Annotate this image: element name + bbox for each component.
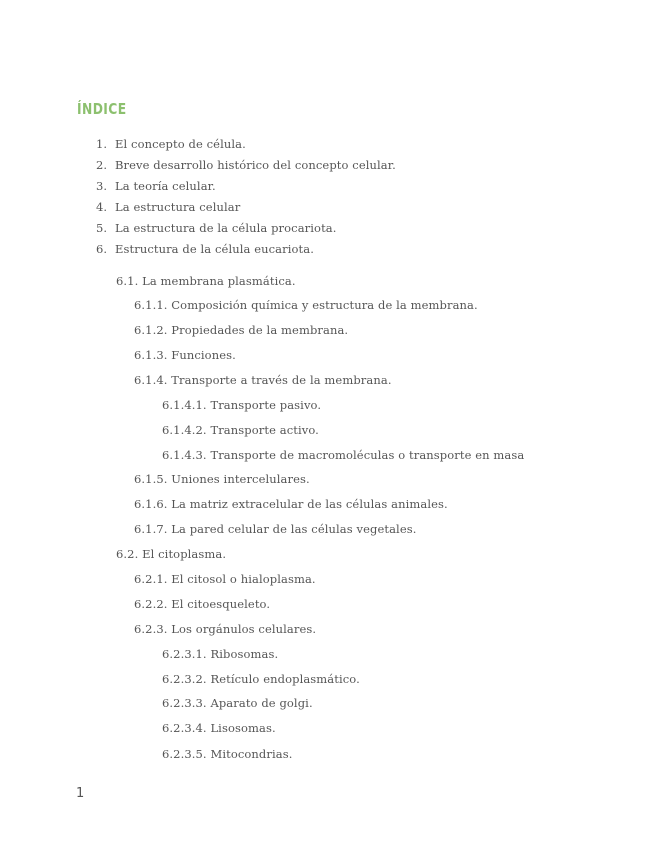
- toc-entry-text: Breve desarrollo histórico del concepto celular.: [115, 158, 396, 172]
- toc-entry-number: 6.: [96, 242, 108, 256]
- index-heading: ÍNDICE: [77, 100, 127, 118]
- toc-entry-number: 2.: [96, 158, 108, 172]
- toc-subentry[interactable]: 6.1.1. Composición química y estructura de la membrana.: [134, 298, 478, 312]
- toc-subentry[interactable]: 6.1.4.1. Transporte pasivo.: [162, 398, 322, 412]
- toc-subentry[interactable]: 6.1.7. La pared celular de las células vegetales.: [134, 522, 417, 536]
- toc-entry[interactable]: [96, 200, 240, 214]
- toc-entry-number: 1.: [96, 137, 108, 151]
- toc-subentry[interactable]: 6.1.4.3. Transporte de macromoléculas o transporte en masa: [162, 448, 525, 462]
- toc-entry[interactable]: [96, 179, 216, 193]
- toc-entry-number: 5.: [96, 221, 108, 235]
- toc-subentry[interactable]: 6.2.3.5. Mitocondrias.: [162, 747, 293, 761]
- toc-subentry[interactable]: 6.2.3. Los orgánulos celulares.: [134, 622, 317, 636]
- toc-subentry[interactable]: 6.1.3. Funciones.: [134, 348, 236, 362]
- toc-entry-number: 4.: [96, 200, 108, 214]
- toc-subentry[interactable]: 6.2.3.2. Retículo endoplasmático.: [162, 672, 360, 686]
- toc-subentry[interactable]: 6.2.3.1. Ribosomas.: [162, 647, 279, 661]
- toc-subentry[interactable]: 6.1.5. Uniones intercelulares.: [134, 472, 310, 486]
- toc-entry-text: La teoría celular.: [115, 179, 216, 193]
- toc-entry-text: El concepto de célula.: [115, 137, 246, 151]
- toc-subentry[interactable]: 6.2.3.4. Lisosomas.: [162, 721, 276, 735]
- toc-entry-text: Estructura de la célula eucariota.: [115, 242, 314, 256]
- toc-subentry[interactable]: 6.1. La membrana plasmática.: [116, 274, 296, 288]
- toc-entry-number: 3.: [96, 179, 108, 193]
- toc-entry-text: La estructura celular: [115, 200, 241, 214]
- toc-entry[interactable]: [96, 158, 396, 172]
- toc-subentry[interactable]: 6.1.4.2. Transporte activo.: [162, 423, 319, 437]
- page-number: 1: [76, 786, 85, 801]
- toc-subentry[interactable]: 6.1.4. Transporte a través de la membrana.: [134, 373, 392, 387]
- toc-subentry[interactable]: 6.2.1. El citosol o hialoplasma.: [134, 572, 316, 586]
- toc-subentry[interactable]: 6.1.6. La matriz extracelular de las células animales.: [134, 497, 448, 511]
- toc-subentry[interactable]: 6.2. El citoplasma.: [116, 547, 227, 561]
- toc-entry-text: La estructura de la célula procariota.: [115, 221, 337, 235]
- toc-entry[interactable]: [96, 242, 314, 256]
- toc-entry[interactable]: [96, 137, 246, 151]
- toc-subentry[interactable]: 6.2.3.3. Aparato de golgi.: [162, 696, 313, 710]
- toc-subentry[interactable]: 6.1.2. Propiedades de la membrana.: [134, 323, 349, 337]
- toc-entry[interactable]: [96, 221, 337, 235]
- toc-subentry[interactable]: 6.2.2. El citoesqueleto.: [134, 597, 271, 611]
